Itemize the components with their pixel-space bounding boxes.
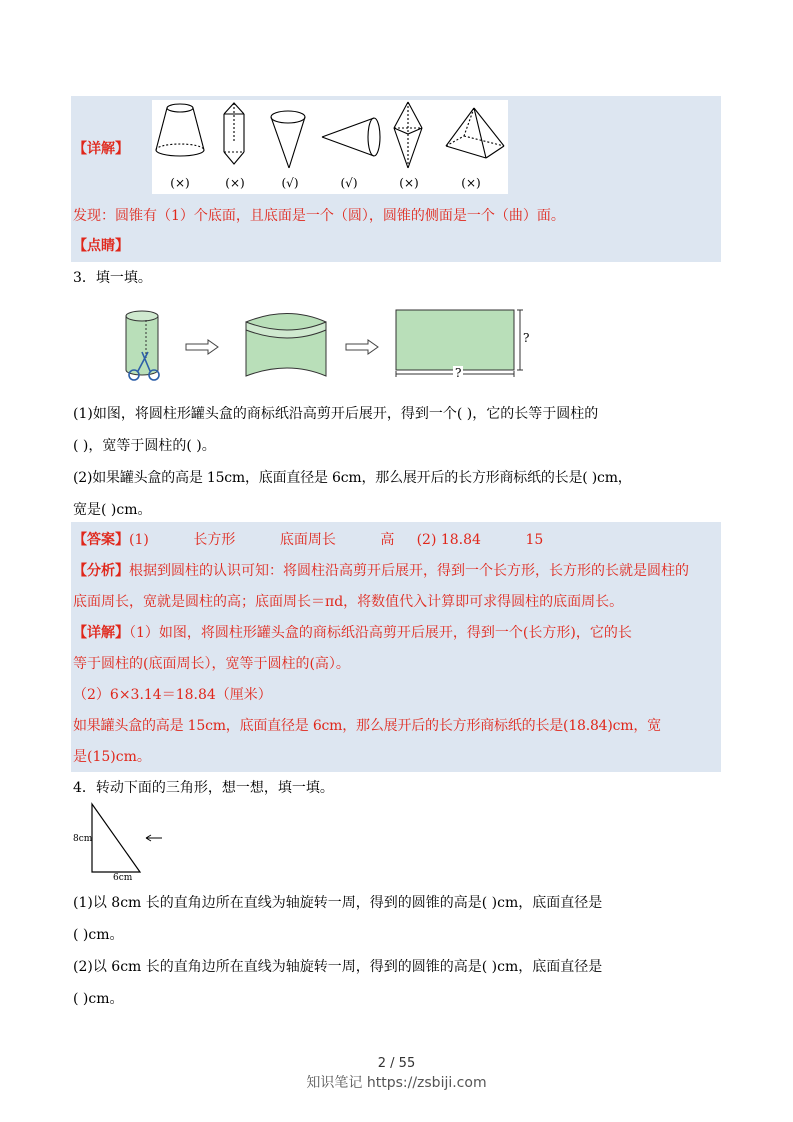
q4-part2-line1: (2)以 6cm 长的直角边所在直线为轴旋转一周，得到的圆锥的高是( )cm，底面直径是 [73,959,603,975]
analysis-text: 根据到圆柱的认识可知：将圆柱沿高剪开后展开，得到一个长方形，长方形的长就是圆柱的 [129,563,689,579]
q3-part2-line1: (2)如果罐头盒的高是 15cm，底面直径是 6cm，那么展开后的长方形商标纸的长是( )cm， [73,470,632,486]
explain-label: 【详解】 [73,625,129,641]
q2-comment-label: 【点睛】 [73,238,129,254]
shape-caption: (×) [170,176,190,190]
answer-text: (1) 长方形 底面周长 高 (2) 18.84 15 [129,532,544,548]
solid-shapes-figure [152,100,508,194]
q3-analysis-line1 [73,561,689,581]
q3-analysis-line2: 底面周长，宽就是圆柱的高；底面周长＝πd，将数值代入计算即可求得圆柱的底面周长。 [73,594,624,610]
q3-title: 3．填一填。 [73,270,152,286]
q3-part1-line1: (1)如图，将圆柱形罐头盒的商标纸沿高剪开后展开，得到一个( )，它的长等于圆柱的 [73,406,599,422]
shape-caption: (×) [225,176,245,190]
triangle-side-label: 8cm [73,834,93,844]
cylinder-unfold-figure [120,300,530,385]
q4-title: 4．转动下面的三角形，想一想，填一填。 [73,780,334,796]
q2-explain-label: 【详解】 [73,141,129,157]
site-watermark: 知识笔记 https://zsbiji.com [306,1075,487,1091]
q3-explain-line5: 是(15)cm。 [73,749,151,765]
analysis-label: 【分析】 [73,563,129,579]
q4-part2-line2: ( )cm。 [73,991,124,1007]
q4-part1-line2: ( )cm。 [73,927,124,943]
rect-height-label: ? [523,331,530,345]
shape-caption: (√) [340,176,358,190]
q3-explain-line2: 等于圆柱的(底面周长），宽等于圆柱的(高）。 [73,656,350,672]
q3-answer [73,530,543,550]
right-triangle-figure [90,802,170,878]
shape-caption: (×) [399,176,419,190]
page-number: 2 / 55 [377,1056,416,1071]
q3-part2-line2: 宽是( )cm。 [73,502,152,518]
q3-explain-line1 [73,623,632,643]
q3-explain-line3: （2）6×3.14＝18.84（厘米） [73,687,272,703]
shape-caption: (×) [461,176,481,190]
shape-caption: (√) [281,176,299,190]
rect-length-label: ? [455,366,462,380]
answer-label: 【答案】 [73,532,129,548]
q3-part1-line2: ( )，宽等于圆柱的( )。 [73,438,216,454]
explain-text: （1）如图，将圆柱形罐头盒的商标纸沿高剪开后展开，得到一个(长方形)，它的长 [129,625,632,641]
q2-finding: 发现：圆锥有（1）个底面，且底面是一个（圆），圆锥的侧面是一个（曲）面。 [73,208,565,224]
q3-explain-line4: 如果罐头盒的高是 15cm，底面直径是 6cm，那么展开后的长方形商标纸的长是(18.84)cm，宽 [73,718,661,734]
triangle-bottom-label: 6cm [113,873,133,883]
q4-part1-line1: (1)以 8cm 长的直角边所在直线为轴旋转一周，得到的圆锥的高是( )cm，底面直径是 [73,895,603,911]
